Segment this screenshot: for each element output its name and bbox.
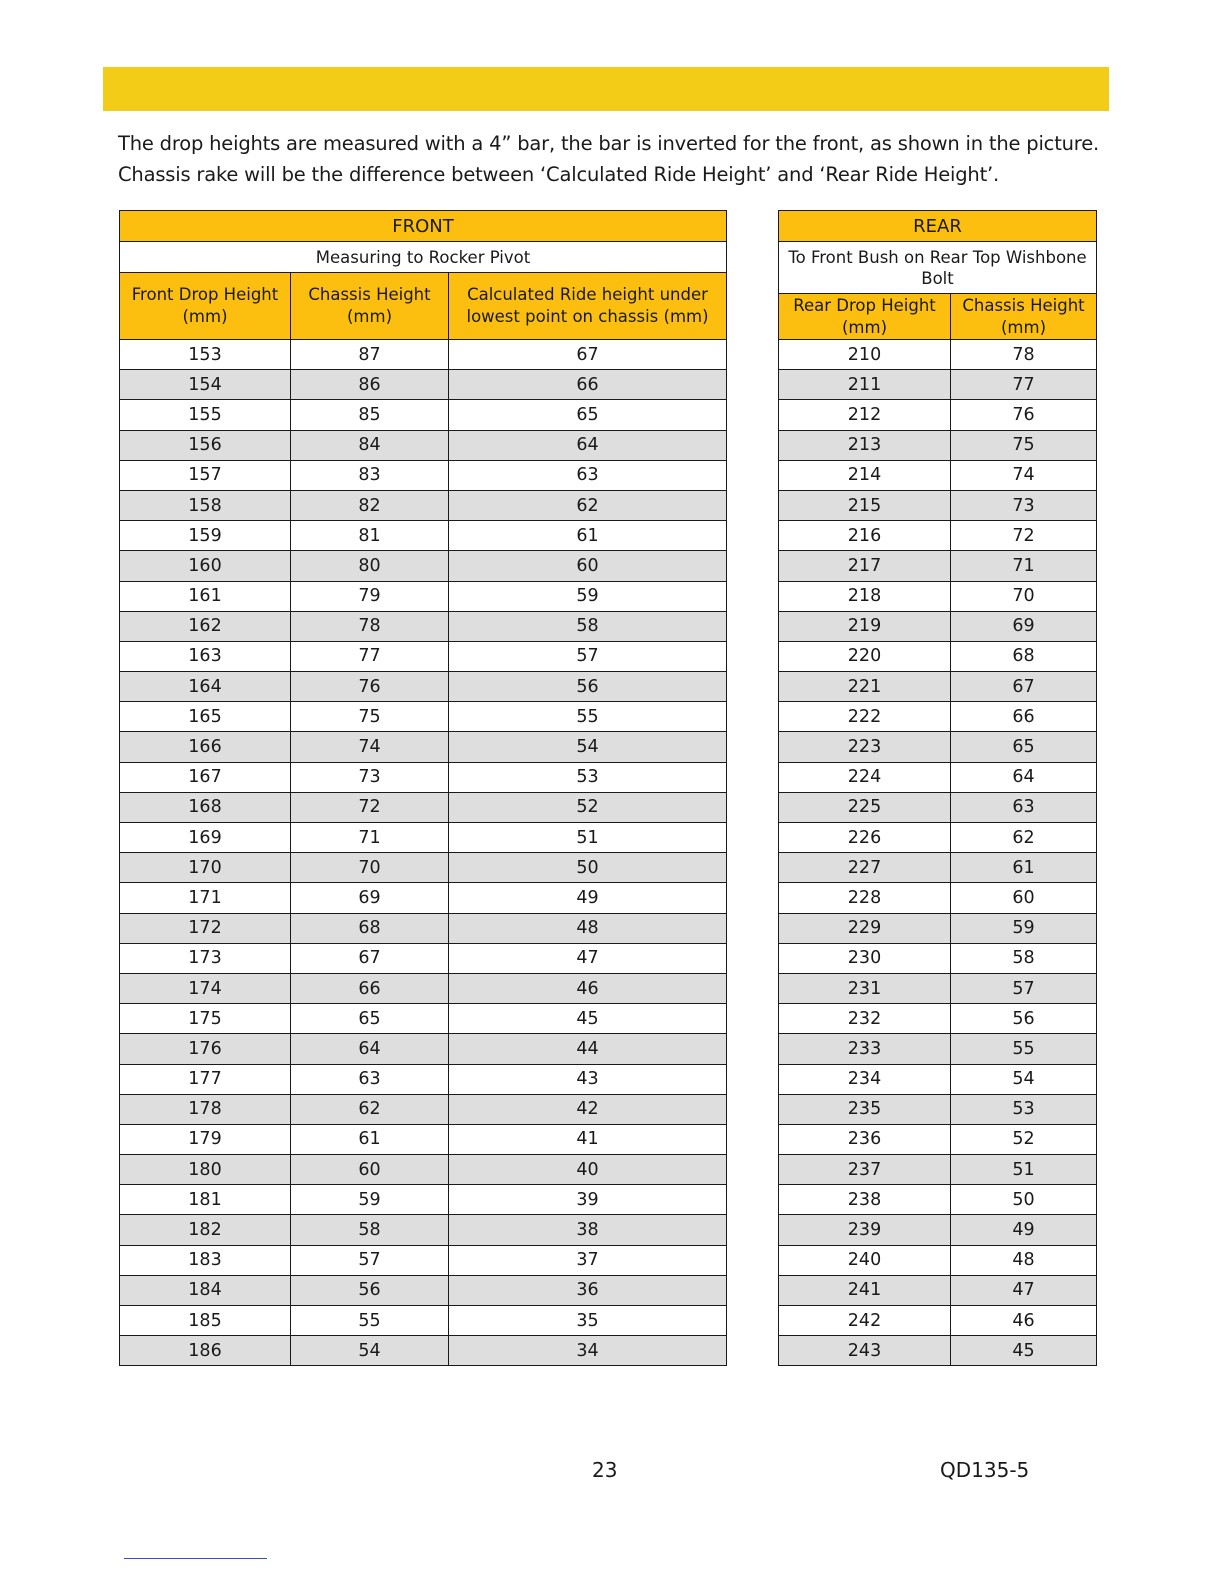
front-cell: 184 — [120, 1275, 291, 1305]
front-table-row — [120, 792, 727, 822]
front-table-row — [120, 1215, 727, 1245]
front-cell: 67 — [449, 340, 727, 370]
front-table-row — [120, 1124, 727, 1154]
front-cell: 78 — [291, 611, 449, 641]
front-cell: 155 — [120, 400, 291, 430]
front-cell: 171 — [120, 883, 291, 913]
footer-rule — [124, 1558, 267, 1559]
front-cell: 63 — [449, 460, 727, 490]
rear-cell: 232 — [779, 1004, 951, 1034]
rear-table-row — [779, 400, 1097, 430]
rear-table-body — [779, 340, 1097, 1366]
front-table-row — [120, 581, 727, 611]
front-cell: 47 — [449, 943, 727, 973]
rear-cell: 72 — [951, 521, 1097, 551]
rear-cell: 233 — [779, 1034, 951, 1064]
rear-table-row — [779, 1306, 1097, 1336]
header-banner — [103, 67, 1109, 111]
front-cell: 162 — [120, 611, 291, 641]
rear-cell: 235 — [779, 1094, 951, 1124]
intro-text — [118, 128, 1118, 190]
rear-cell: 239 — [779, 1215, 951, 1245]
rear-table-row — [779, 792, 1097, 822]
front-cell: 176 — [120, 1034, 291, 1064]
front-cell: 86 — [291, 370, 449, 400]
rear-cell: 243 — [779, 1336, 951, 1366]
front-cell: 57 — [449, 641, 727, 671]
front-cell: 178 — [120, 1094, 291, 1124]
front-subtitle: Measuring to Rocker Pivot — [120, 242, 727, 273]
front-cell: 66 — [291, 973, 449, 1003]
front-cell: 72 — [291, 792, 449, 822]
front-table-row — [120, 641, 727, 671]
front-cell: 66 — [449, 370, 727, 400]
front-table-row — [120, 551, 727, 581]
intro-line-2: Chassis rake will be the difference between ‘Calculated Ride Height’ and ‘Rear Ride Height’. — [118, 163, 1000, 186]
front-cell: 164 — [120, 672, 291, 702]
front-cell: 84 — [291, 430, 449, 460]
front-cell: 158 — [120, 490, 291, 520]
rear-col-header: Chassis Height (mm) — [951, 294, 1097, 340]
rear-cell: 77 — [951, 370, 1097, 400]
front-col-header: Chassis Height (mm) — [291, 273, 449, 340]
rear-cell: 58 — [951, 943, 1097, 973]
front-cell: 154 — [120, 370, 291, 400]
rear-cell: 69 — [951, 611, 1097, 641]
front-cell: 173 — [120, 943, 291, 973]
rear-table-row — [779, 430, 1097, 460]
rear-table-row — [779, 611, 1097, 641]
front-cell: 81 — [291, 521, 449, 551]
rear-table-row — [779, 1034, 1097, 1064]
rear-table-row — [779, 490, 1097, 520]
front-cell: 87 — [291, 340, 449, 370]
front-table-row — [120, 883, 727, 913]
rear-cell: 222 — [779, 702, 951, 732]
rear-cell: 78 — [951, 340, 1097, 370]
front-table-row — [120, 1004, 727, 1034]
rear-cell: 231 — [779, 973, 951, 1003]
front-cell: 58 — [449, 611, 727, 641]
rear-table-row — [779, 1064, 1097, 1094]
rear-cell: 214 — [779, 460, 951, 490]
front-cell: 180 — [120, 1155, 291, 1185]
front-table-row — [120, 1275, 727, 1305]
rear-cell: 229 — [779, 913, 951, 943]
front-cell: 73 — [291, 762, 449, 792]
front-table-row — [120, 1306, 727, 1336]
front-table-row — [120, 521, 727, 551]
rear-table-row — [779, 973, 1097, 1003]
rear-cell: 52 — [951, 1124, 1097, 1154]
front-cell: 166 — [120, 732, 291, 762]
rear-cell: 66 — [951, 702, 1097, 732]
rear-table-row — [779, 460, 1097, 490]
front-cell: 181 — [120, 1185, 291, 1215]
rear-table-row — [779, 823, 1097, 853]
front-title: FRONT — [120, 211, 727, 242]
front-cell: 185 — [120, 1306, 291, 1336]
rear-cell: 234 — [779, 1064, 951, 1094]
rear-table-row — [779, 883, 1097, 913]
rear-table-row — [779, 672, 1097, 702]
front-cell: 85 — [291, 400, 449, 430]
front-cell: 75 — [291, 702, 449, 732]
front-cell: 79 — [291, 581, 449, 611]
front-table-row — [120, 490, 727, 520]
front-cell: 36 — [449, 1275, 727, 1305]
front-cell: 61 — [291, 1124, 449, 1154]
rear-cell: 57 — [951, 973, 1097, 1003]
rear-cell: 70 — [951, 581, 1097, 611]
rear-cell: 221 — [779, 672, 951, 702]
rear-cell: 237 — [779, 1155, 951, 1185]
front-table-row — [120, 672, 727, 702]
front-cell: 48 — [449, 913, 727, 943]
rear-cell: 45 — [951, 1336, 1097, 1366]
front-cell: 53 — [449, 762, 727, 792]
rear-cell: 53 — [951, 1094, 1097, 1124]
rear-subtitle: To Front Bush on Rear Top Wishbone Bolt — [779, 242, 1097, 294]
rear-cell: 64 — [951, 762, 1097, 792]
front-cell: 168 — [120, 792, 291, 822]
intro-line-1: The drop heights are measured with a 4” bar, the bar is inverted for the front, as shown in the picture. — [118, 132, 1099, 155]
front-cell: 183 — [120, 1245, 291, 1275]
front-table-row — [120, 1155, 727, 1185]
front-cell: 175 — [120, 1004, 291, 1034]
front-cell: 35 — [449, 1306, 727, 1336]
rear-cell: 213 — [779, 430, 951, 460]
rear-table-row — [779, 1215, 1097, 1245]
front-cell: 50 — [449, 853, 727, 883]
rear-cell: 61 — [951, 853, 1097, 883]
front-cell: 163 — [120, 641, 291, 671]
front-cell: 160 — [120, 551, 291, 581]
front-table-row — [120, 1185, 727, 1215]
rear-cell: 227 — [779, 853, 951, 883]
front-col-header: Calculated Ride height under lowest point on chassis (mm) — [449, 273, 727, 340]
front-table-row — [120, 853, 727, 883]
rear-cell: 50 — [951, 1185, 1097, 1215]
rear-table-row — [779, 853, 1097, 883]
rear-cell: 211 — [779, 370, 951, 400]
front-cell: 68 — [291, 913, 449, 943]
front-cell: 179 — [120, 1124, 291, 1154]
rear-cell: 226 — [779, 823, 951, 853]
rear-cell: 242 — [779, 1306, 951, 1336]
rear-table-row — [779, 1124, 1097, 1154]
front-cell: 174 — [120, 973, 291, 1003]
front-cell: 74 — [291, 732, 449, 762]
front-table-row — [120, 943, 727, 973]
front-cell: 77 — [291, 641, 449, 671]
rear-cell: 46 — [951, 1306, 1097, 1336]
rear-table-row — [779, 762, 1097, 792]
rear-table-row — [779, 1155, 1097, 1185]
front-table-row — [120, 370, 727, 400]
rear-table-row — [779, 340, 1097, 370]
front-cell: 49 — [449, 883, 727, 913]
rear-cell: 65 — [951, 732, 1097, 762]
front-cell: 54 — [291, 1336, 449, 1366]
front-cell: 56 — [449, 672, 727, 702]
rear-table-row — [779, 1094, 1097, 1124]
rear-table-row — [779, 943, 1097, 973]
rear-table-row — [779, 732, 1097, 762]
front-cell: 156 — [120, 430, 291, 460]
front-cell: 61 — [449, 521, 727, 551]
rear-cell: 68 — [951, 641, 1097, 671]
front-cell: 161 — [120, 581, 291, 611]
rear-cell: 241 — [779, 1275, 951, 1305]
rear-cell: 225 — [779, 792, 951, 822]
front-cell: 170 — [120, 853, 291, 883]
page-number: 23 — [592, 1458, 618, 1482]
front-table-row — [120, 340, 727, 370]
front-cell: 45 — [449, 1004, 727, 1034]
rear-table-row — [779, 521, 1097, 551]
rear-cell: 75 — [951, 430, 1097, 460]
front-cell: 186 — [120, 1336, 291, 1366]
front-cell: 55 — [291, 1306, 449, 1336]
front-cell: 71 — [291, 823, 449, 853]
front-cell: 51 — [449, 823, 727, 853]
rear-table-row — [779, 913, 1097, 943]
rear-cell: 62 — [951, 823, 1097, 853]
front-table-row — [120, 430, 727, 460]
rear-cell: 74 — [951, 460, 1097, 490]
front-table-row — [120, 1336, 727, 1366]
front-cell: 82 — [291, 490, 449, 520]
front-table-row — [120, 762, 727, 792]
rear-cell: 54 — [951, 1064, 1097, 1094]
rear-cell: 48 — [951, 1245, 1097, 1275]
front-cell: 63 — [291, 1064, 449, 1094]
rear-table-row — [779, 702, 1097, 732]
front-cell: 67 — [291, 943, 449, 973]
rear-title: REAR — [779, 211, 1097, 242]
rear-cell: 210 — [779, 340, 951, 370]
front-cell: 172 — [120, 913, 291, 943]
front-cell: 60 — [449, 551, 727, 581]
front-cell: 46 — [449, 973, 727, 1003]
front-cell: 167 — [120, 762, 291, 792]
front-table-row — [120, 1094, 727, 1124]
rear-cell: 60 — [951, 883, 1097, 913]
front-table-body — [120, 340, 727, 1366]
front-cell: 59 — [291, 1185, 449, 1215]
front-cell: 40 — [449, 1155, 727, 1185]
rear-cell: 56 — [951, 1004, 1097, 1034]
front-cell: 69 — [291, 883, 449, 913]
front-cell: 182 — [120, 1215, 291, 1245]
rear-cell: 223 — [779, 732, 951, 762]
rear-cell: 218 — [779, 581, 951, 611]
front-table-row — [120, 823, 727, 853]
front-cell: 44 — [449, 1034, 727, 1064]
front-table-row — [120, 973, 727, 1003]
front-cell: 64 — [291, 1034, 449, 1064]
rear-cell: 240 — [779, 1245, 951, 1275]
rear-table-row — [779, 1336, 1097, 1366]
front-cell: 38 — [449, 1215, 727, 1245]
rear-cell: 217 — [779, 551, 951, 581]
front-col-header: Front Drop Height (mm) — [120, 273, 291, 340]
rear-table — [778, 210, 1097, 1366]
rear-cell: 47 — [951, 1275, 1097, 1305]
front-table-row — [120, 702, 727, 732]
rear-col-header: Rear Drop Height (mm) — [779, 294, 951, 340]
front-cell: 65 — [291, 1004, 449, 1034]
front-table-row — [120, 1245, 727, 1275]
front-cell: 153 — [120, 340, 291, 370]
rear-table-row — [779, 551, 1097, 581]
front-cell: 52 — [449, 792, 727, 822]
rear-table-row — [779, 1275, 1097, 1305]
front-cell: 65 — [449, 400, 727, 430]
rear-cell: 219 — [779, 611, 951, 641]
rear-cell: 59 — [951, 913, 1097, 943]
rear-cell: 212 — [779, 400, 951, 430]
front-table-row — [120, 400, 727, 430]
front-cell: 41 — [449, 1124, 727, 1154]
front-table-row — [120, 611, 727, 641]
rear-cell: 216 — [779, 521, 951, 551]
rear-cell: 224 — [779, 762, 951, 792]
rear-table-row — [779, 641, 1097, 671]
rear-cell: 55 — [951, 1034, 1097, 1064]
front-cell: 37 — [449, 1245, 727, 1275]
front-cell: 76 — [291, 672, 449, 702]
front-cell: 42 — [449, 1094, 727, 1124]
front-table-row — [120, 732, 727, 762]
rear-cell: 215 — [779, 490, 951, 520]
front-cell: 39 — [449, 1185, 727, 1215]
front-cell: 80 — [291, 551, 449, 581]
front-cell: 64 — [449, 430, 727, 460]
rear-cell: 63 — [951, 792, 1097, 822]
rear-cell: 73 — [951, 490, 1097, 520]
front-table-row — [120, 460, 727, 490]
rear-cell: 230 — [779, 943, 951, 973]
front-cell: 57 — [291, 1245, 449, 1275]
front-table-row — [120, 1034, 727, 1064]
rear-table-row — [779, 1185, 1097, 1215]
front-cell: 83 — [291, 460, 449, 490]
rear-cell: 236 — [779, 1124, 951, 1154]
front-cell: 70 — [291, 853, 449, 883]
rear-cell: 49 — [951, 1215, 1097, 1245]
front-table-row — [120, 1064, 727, 1094]
rear-cell: 238 — [779, 1185, 951, 1215]
front-cell: 62 — [291, 1094, 449, 1124]
front-cell: 55 — [449, 702, 727, 732]
rear-table-row — [779, 1004, 1097, 1034]
front-cell: 177 — [120, 1064, 291, 1094]
rear-table-row — [779, 370, 1097, 400]
front-cell: 60 — [291, 1155, 449, 1185]
front-cell: 58 — [291, 1215, 449, 1245]
front-table — [119, 210, 727, 1366]
front-cell: 157 — [120, 460, 291, 490]
front-cell: 34 — [449, 1336, 727, 1366]
front-table-row — [120, 913, 727, 943]
rear-table-row — [779, 1245, 1097, 1275]
front-cell: 56 — [291, 1275, 449, 1305]
rear-cell: 76 — [951, 400, 1097, 430]
front-cell: 62 — [449, 490, 727, 520]
front-cell: 169 — [120, 823, 291, 853]
rear-cell: 228 — [779, 883, 951, 913]
rear-cell: 67 — [951, 672, 1097, 702]
rear-table-row — [779, 581, 1097, 611]
front-cell: 165 — [120, 702, 291, 732]
front-cell: 43 — [449, 1064, 727, 1094]
front-cell: 159 — [120, 521, 291, 551]
front-cell: 54 — [449, 732, 727, 762]
rear-cell: 71 — [951, 551, 1097, 581]
rear-cell: 51 — [951, 1155, 1097, 1185]
rear-cell: 220 — [779, 641, 951, 671]
document-code: QD135-5 — [940, 1458, 1030, 1482]
front-cell: 59 — [449, 581, 727, 611]
